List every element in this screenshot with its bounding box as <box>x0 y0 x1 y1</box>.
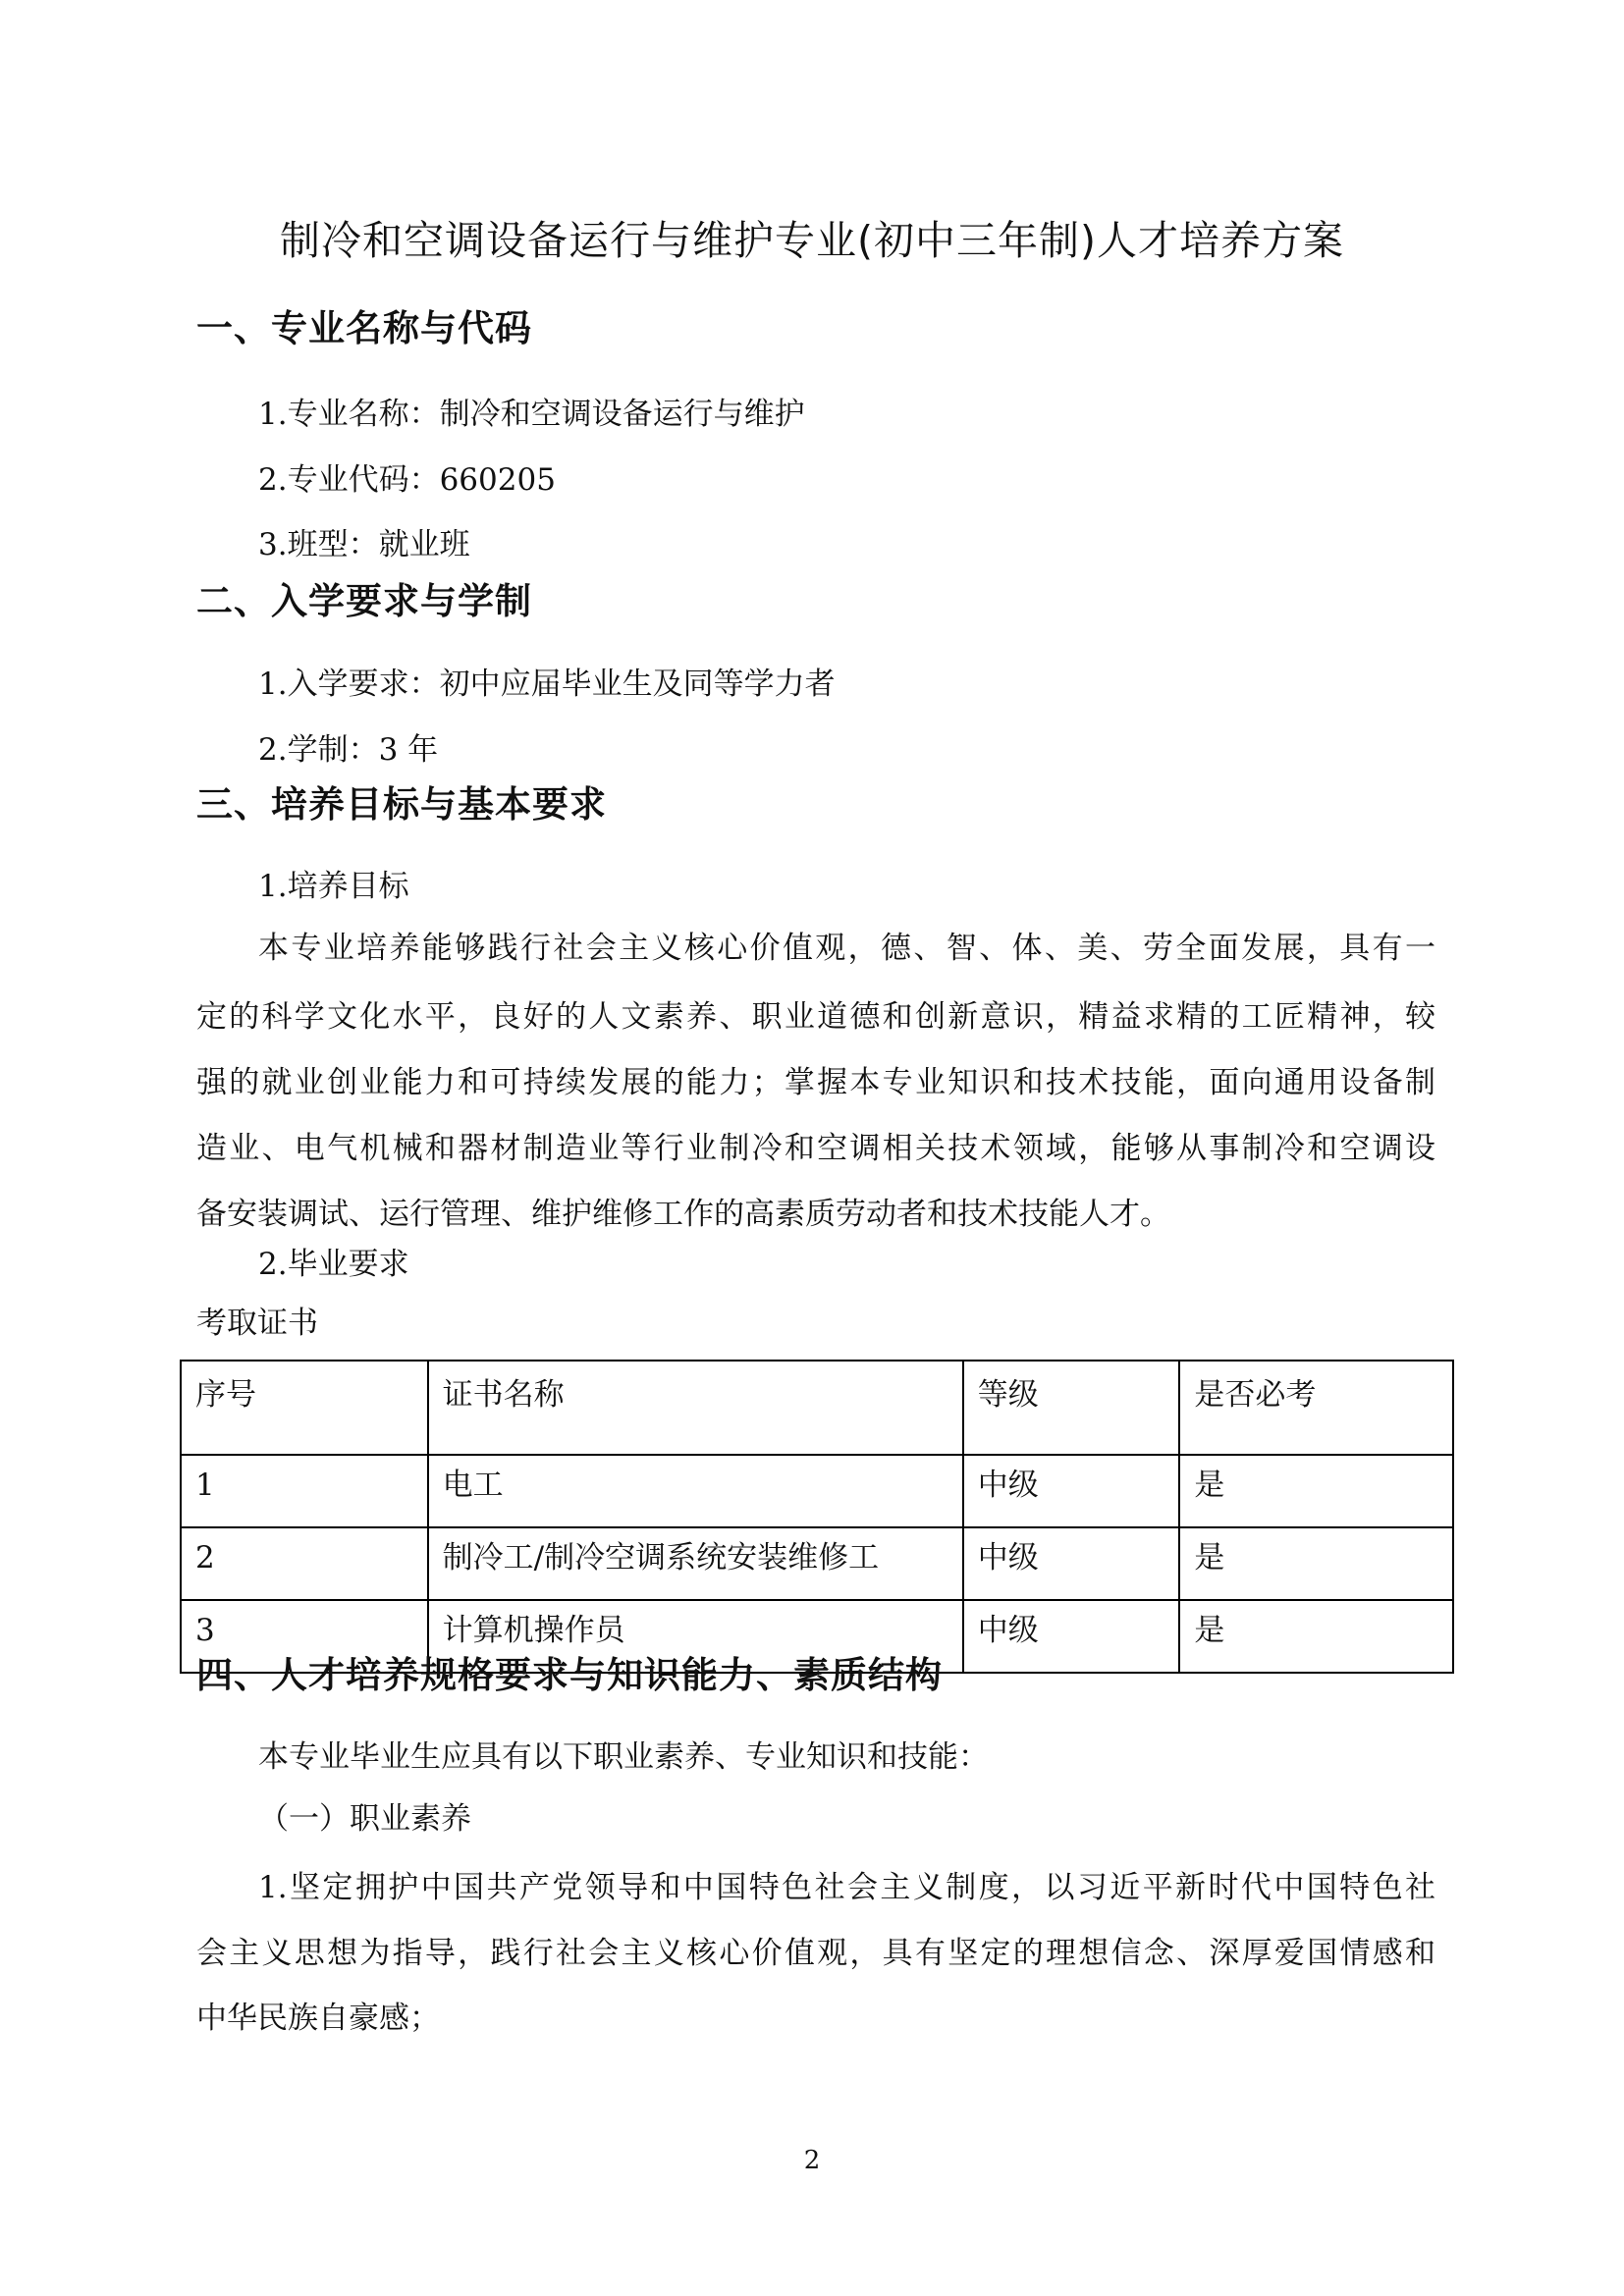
section-heading-3: 三、培养目标与基本要求 <box>196 783 607 826</box>
document-title: 制冷和空调设备运行与维护专业(初中三年制)人才培养方案 <box>280 217 1344 264</box>
duration-line: 2.学制：3 年 <box>258 732 439 768</box>
major-code-line: 2.专业代码：660205 <box>258 462 556 498</box>
professional-quality-subheading: （一）职业素养 <box>258 1801 471 1837</box>
table-row <box>181 1527 1453 1600</box>
certificate-table <box>180 1360 1454 1674</box>
paragraph-line: 造业、电气机械和器材制造业等行业制冷和空调相关技术领域，能够从事制冷和空调设 <box>196 1131 1435 1166</box>
training-goal-subheading: 1.培养目标 <box>258 869 409 904</box>
table-cell: 3 <box>181 1600 428 1673</box>
major-name-line: 1.专业名称：制冷和空调设备运行与维护 <box>258 397 805 432</box>
table-row <box>181 1455 1453 1527</box>
section-heading-4: 四、人才培养规格要求与知识能力、素质结构 <box>196 1654 943 1696</box>
graduation-req-subheading: 2.毕业要求 <box>258 1247 409 1282</box>
table-cell: 是 <box>1179 1600 1453 1673</box>
table-cell: 是 <box>1179 1527 1453 1600</box>
paragraph-line: 1.坚定拥护中国共产党领导和中国特色社会主义制度，以习近平新时代中国特色社 <box>258 1870 1435 1905</box>
section4-intro: 本专业毕业生应具有以下职业素养、专业知识和技能： <box>258 1739 989 1775</box>
column-header: 证书名称 <box>428 1361 963 1455</box>
paragraph-line: 本专业培养能够践行社会主义核心价值观，德、智、体、美、劳全面发展，具有一 <box>258 931 1435 966</box>
section-heading-2: 二、入学要求与学制 <box>196 580 532 622</box>
paragraph-line: 备安装调试、运行管理、维护维修工作的高素质劳动者和技术技能人才。 <box>196 1197 1170 1232</box>
table-cell: 中级 <box>963 1527 1180 1600</box>
page-number: 2 <box>803 2146 821 2175</box>
certificate-caption: 考取证书 <box>196 1306 318 1341</box>
paragraph-line: 定的科学文化水平，良好的人文素养、职业道德和创新意识，精益求精的工匠精神，较 <box>196 999 1435 1035</box>
table-header-row <box>181 1361 1453 1455</box>
table-cell: 制冷工/制冷空调系统安装维修工 <box>428 1527 963 1600</box>
table-cell: 中级 <box>963 1455 1180 1527</box>
class-type-line: 3.班型：就业班 <box>258 527 470 562</box>
table-cell: 是 <box>1179 1455 1453 1527</box>
column-header: 等级 <box>963 1361 1180 1455</box>
table-cell: 计算机操作员 <box>428 1600 963 1673</box>
column-header: 是否必考 <box>1179 1361 1453 1455</box>
table-cell: 1 <box>181 1455 428 1527</box>
column-header: 序号 <box>181 1361 428 1455</box>
section-heading-1: 一、专业名称与代码 <box>196 307 532 349</box>
paragraph-line: 会主义思想为指导，践行社会主义核心价值观，具有坚定的理想信念、深厚爱国情感和 <box>196 1936 1435 1971</box>
table-cell: 中级 <box>963 1600 1180 1673</box>
table-cell: 2 <box>181 1527 428 1600</box>
table-cell: 电工 <box>428 1455 963 1527</box>
paragraph-line: 强的就业创业能力和可持续发展的能力；掌握本专业知识和技术技能，面向通用设备制 <box>196 1065 1435 1100</box>
paragraph-line: 中华民族自豪感； <box>196 2001 440 2036</box>
admission-line: 1.入学要求：初中应届毕业生及同等学力者 <box>258 667 836 702</box>
